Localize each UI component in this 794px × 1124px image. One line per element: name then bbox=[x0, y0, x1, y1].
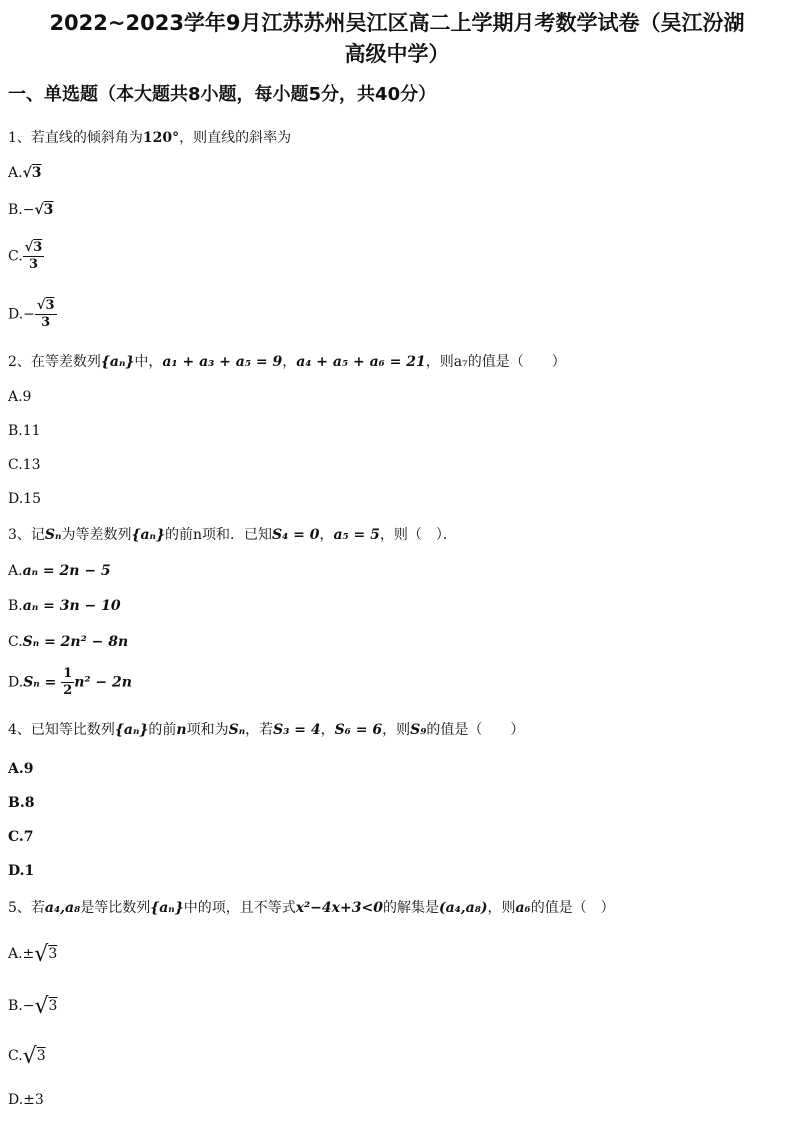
question-4-option-a: A.9 bbox=[8, 761, 34, 777]
title-line-2: 高级中学） bbox=[344, 42, 450, 66]
question-1-option-b: B.−√3 bbox=[8, 202, 54, 218]
question-1-stem: 1、若直线的倾斜角为120°，则直线的斜率为 bbox=[8, 130, 292, 146]
question-5-option-a: A.±√3 bbox=[8, 942, 58, 967]
question-2-stem: 2、在等差数列{aₙ}中，a₁ + a₃ + a₅ = 9，a₄ + a₅ + a₆ = 21，则a₇的值是（ ） bbox=[8, 354, 566, 370]
section-heading: 一、单选题（本大题共8小题，每小题5分，共40分） bbox=[8, 84, 437, 105]
question-3-option-c: C.Sₙ = 2n² − 8n bbox=[8, 634, 129, 650]
question-5-stem: 5、若a₄,a₈是等比数列{aₙ}中的项，且不等式x²−4x+3<0的解集是(a₄,a₈)，则a₆的值是（ ） bbox=[8, 900, 615, 916]
question-1-option-d: D.− $\frac{√3}{3}$ bbox=[8, 298, 55, 330]
question-3-option-a: A.aₙ = 2n − 5 bbox=[8, 563, 111, 579]
question-5-option-b: B.−√3 bbox=[8, 994, 58, 1019]
question-5-option-c: C.√3 bbox=[8, 1044, 46, 1069]
question-3-stem: 3、记Sₙ为等差数列{aₙ}的前n项和．已知S₄ = 0，a₅ = 5，则（ ）． bbox=[8, 527, 457, 543]
question-5-option-d: D.±3 bbox=[8, 1092, 44, 1108]
title-line-1: 2022~2023学年9月江苏苏州吴江区高二上学期月考数学试卷（吴江汾湖 bbox=[49, 11, 745, 35]
question-1-option-c: C. $\frac{√3}{3}$ bbox=[8, 240, 43, 272]
question-4-option-b: B.8 bbox=[8, 795, 35, 811]
question-4-option-d: D.1 bbox=[8, 863, 35, 879]
question-2-option-a: A.9 bbox=[8, 389, 32, 405]
question-3-option-b: B.aₙ = 3n − 10 bbox=[8, 598, 121, 614]
question-4-stem: 4、已知等比数列{aₙ}的前n项和为Sₙ，若S₃ = 4，S₆ = 6，则S₉的值是（ ） bbox=[8, 722, 525, 738]
question-2-option-b: B.11 bbox=[8, 423, 41, 439]
question-2-option-c: C.13 bbox=[8, 457, 41, 473]
question-3-option-d: D.Sₙ = $\frac{1}{2}$ n² − 2n bbox=[8, 666, 132, 698]
question-1-option-a: A.√3 bbox=[8, 165, 42, 181]
question-4-option-c: C.7 bbox=[8, 829, 34, 845]
document-title bbox=[0, 8, 794, 70]
question-2-option-d: D.15 bbox=[8, 491, 41, 507]
